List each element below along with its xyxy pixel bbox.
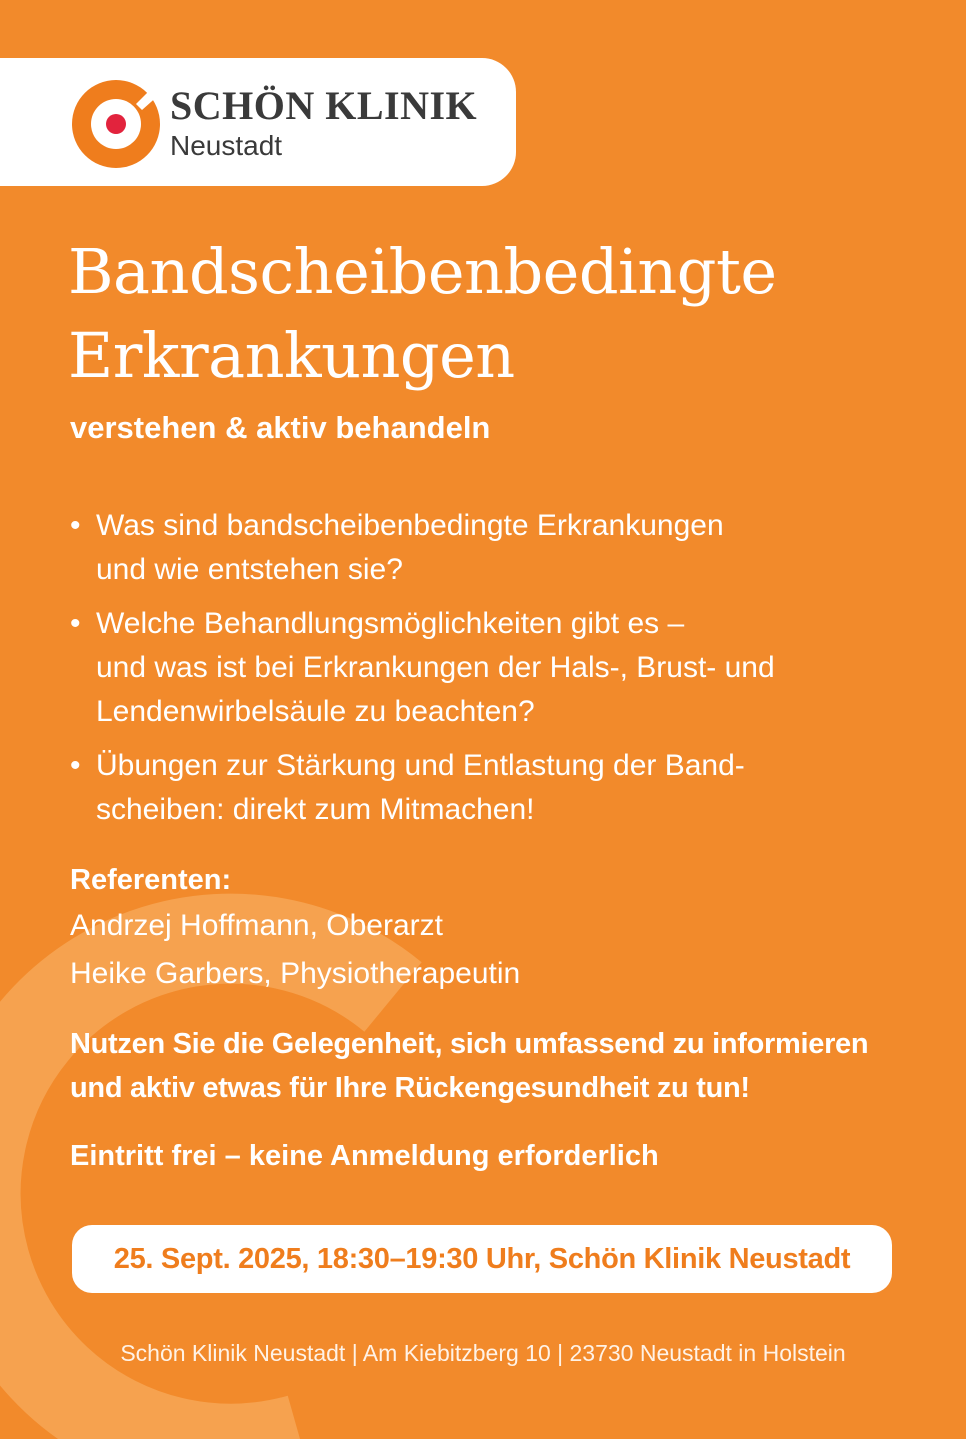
- list-item: [70, 602, 930, 734]
- schoen-klinik-logo-icon: [72, 80, 160, 168]
- event-date-badge: [72, 1225, 892, 1293]
- cta-line: und aktiv etwas für Ihre Rückengesundheit zu tun!: [70, 1072, 750, 1104]
- entry-note: Eintritt frei – keine Anmeldung erforderlich: [70, 1140, 659, 1172]
- topic-list: [70, 504, 930, 842]
- list-item: [70, 744, 930, 832]
- bullet-line: • Welche Behandlungsmöglichkeiten gibt es –: [96, 607, 685, 640]
- speakers-heading: Referenten:: [70, 864, 232, 896]
- bullet-line: • Was sind bandscheibenbedingte Erkrankungen: [96, 509, 724, 542]
- cta-line: Nutzen Sie die Gelegenheit, sich umfassend zu informieren: [70, 1028, 869, 1060]
- brand-location: Neustadt: [170, 130, 283, 161]
- speakers-list: [70, 902, 520, 998]
- bullet-line: und wie entstehen sie?: [96, 553, 403, 586]
- footer-address: Schön Klinik Neustadt | Am Kiebitzberg 10 | 23730 Neustadt in Holstein: [120, 1340, 846, 1366]
- brand-name: SCHÖN KLINIK: [170, 83, 478, 128]
- bullet-line: • Übungen zur Stärkung und Entlastung der Band-: [96, 749, 745, 782]
- subtitle: verstehen & aktiv behandeln: [70, 410, 491, 445]
- event-date: 25. Sept. 2025, 18:30–19:30 Uhr, Schön Klinik Neustadt: [113, 1242, 851, 1275]
- bullet-line: Lendenwirbelsäule zu beachten?: [96, 695, 535, 728]
- list-item: [70, 504, 930, 592]
- title-line: Bandscheibenbedingte: [68, 235, 777, 308]
- bullet-line: und was ist bei Erkrankungen der Hals-, Brust- und: [96, 651, 775, 684]
- title-line: Erkrankungen: [68, 319, 515, 392]
- page-title: [68, 230, 777, 398]
- bullet-line: scheiben: direkt zum Mitmachen!: [96, 793, 535, 826]
- call-to-action: [70, 1022, 930, 1110]
- logo-header: [0, 58, 516, 186]
- speaker-name: Andrzej Hoffmann, Oberarzt: [70, 909, 443, 942]
- speaker-name: Heike Garbers, Physiotherapeutin: [70, 957, 521, 990]
